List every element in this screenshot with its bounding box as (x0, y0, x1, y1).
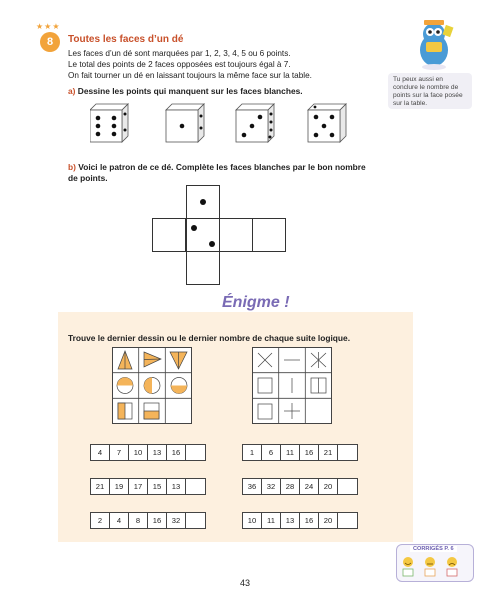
net-face-far-right[interactable] (252, 218, 286, 252)
seq-cell: 2 (91, 513, 110, 528)
seq-cell: 10 (129, 445, 148, 460)
seq-cell: 17 (129, 479, 148, 494)
seq-cell: 13 (148, 445, 167, 460)
seq-cell: 16 (300, 445, 319, 460)
seq-cell: 21 (91, 479, 110, 494)
seq-cell: 20 (319, 479, 338, 494)
question-a-text: Dessine les points qui manquent sur les faces blanches. (77, 86, 303, 96)
corriges-label: CORRIGÉS P. 6 (410, 546, 457, 552)
seq-cell: 28 (281, 479, 300, 494)
sequence-5 (90, 512, 206, 529)
die-4 (308, 104, 346, 142)
self-assessment-icons (400, 556, 470, 578)
mascot-hint: Tu peux aussi en conclure le nombre de points sur la face posée sur la table. (388, 73, 472, 109)
happy-face-icon (403, 557, 413, 576)
die-3 (236, 104, 274, 142)
intro-line: On fait tourner un dé en laissant toujours la même face sur la table. (68, 71, 312, 80)
net-face-center[interactable] (186, 218, 220, 252)
shape-grid-left-drawings (112, 347, 192, 424)
exercise-intro (68, 48, 368, 81)
seq-cell: 32 (167, 513, 186, 528)
net-face-left[interactable] (152, 218, 186, 252)
seq-answer-cell[interactable] (338, 445, 357, 460)
sequence-3 (90, 478, 206, 495)
intro-line: Les faces d’un dé sont marquées par 1, 2, 3, 4, 5 ou 6 points. (68, 49, 291, 58)
seq-answer-cell[interactable] (186, 479, 205, 494)
seq-cell: 13 (167, 479, 186, 494)
seq-cell: 13 (281, 513, 300, 528)
net-face-right[interactable] (219, 218, 253, 252)
question-b-text: de points. (68, 173, 108, 183)
net-face-top[interactable] (186, 185, 220, 219)
seq-cell: 4 (91, 445, 110, 460)
seq-cell: 7 (110, 445, 129, 460)
intro-line: Le total des points de 2 faces opposées est toujours égal à 7. (68, 60, 291, 69)
question-b (68, 162, 388, 184)
exercise-number-badge: 8 (40, 32, 60, 52)
sequence-2 (242, 444, 358, 461)
seq-answer-cell[interactable] (186, 445, 205, 460)
enigme-title: Énigme ! (222, 294, 290, 311)
die-2 (166, 104, 204, 142)
seq-cell: 1 (243, 445, 262, 460)
seq-cell: 24 (300, 479, 319, 494)
seq-cell: 21 (319, 445, 338, 460)
seq-cell: 16 (148, 513, 167, 528)
sad-face-icon (447, 557, 457, 576)
seq-cell: 16 (300, 513, 319, 528)
seq-cell: 15 (148, 479, 167, 494)
seq-cell: 10 (243, 513, 262, 528)
seq-cell: 16 (167, 445, 186, 460)
seq-cell: 32 (262, 479, 281, 494)
enigme-question: Trouve le dernier dessin ou le dernier nombre de chaque suite logique. (68, 333, 351, 343)
mascot-icon (408, 12, 460, 72)
question-a (68, 86, 303, 96)
seq-cell: 20 (319, 513, 338, 528)
sequence-1 (90, 444, 206, 461)
question-b-label: b) (68, 162, 76, 172)
seq-cell: 11 (262, 513, 281, 528)
seq-cell: 6 (262, 445, 281, 460)
stars-icon: ★★★ (36, 22, 61, 31)
shape-grid-right-drawings (252, 347, 332, 424)
seq-cell: 11 (281, 445, 300, 460)
seq-cell: 36 (243, 479, 262, 494)
neutral-face-icon (425, 557, 435, 576)
seq-answer-cell[interactable] (338, 513, 357, 528)
seq-cell: 4 (110, 513, 129, 528)
sequence-4 (242, 478, 358, 495)
sequence-6 (242, 512, 358, 529)
net-face-bottom[interactable] (186, 251, 220, 285)
exercise-title: Toutes les faces d’un dé (68, 34, 184, 45)
question-a-label: a) (68, 86, 76, 96)
seq-answer-cell[interactable] (186, 513, 205, 528)
seq-answer-cell[interactable] (338, 479, 357, 494)
page-number: 43 (240, 578, 251, 588)
seq-cell: 8 (129, 513, 148, 528)
question-b-text: Voici le patron de ce dé. Complète les faces blanches par le bon nombre (78, 162, 366, 172)
dice-row (90, 102, 420, 144)
seq-cell: 19 (110, 479, 129, 494)
die-1 (90, 104, 128, 142)
